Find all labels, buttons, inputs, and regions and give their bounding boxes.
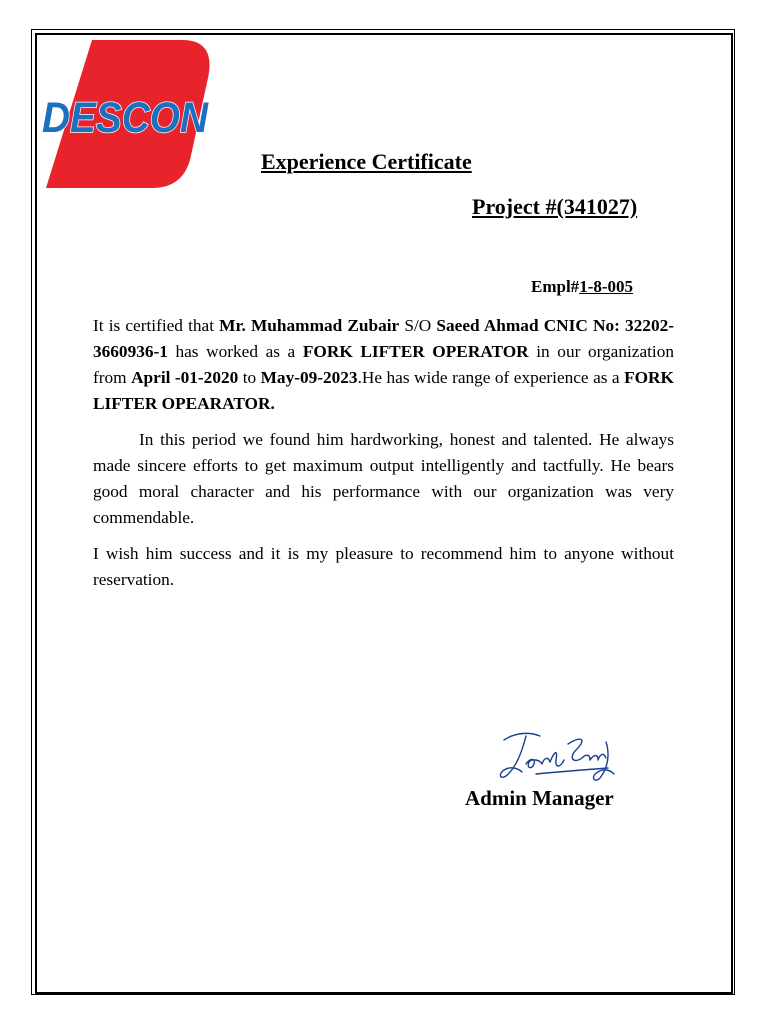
signature-strokes	[500, 733, 614, 780]
bold-text-segment: FORK LIFTER OPERATOR	[302, 342, 529, 361]
paragraph-recommendation: I wish him success and it is my pleasure to recommend him to anyone without reservation.	[93, 544, 674, 589]
text-segment: .He has wide range of experience as a	[357, 368, 625, 387]
bold-text-segment: May-09-2023	[260, 368, 358, 387]
text-segment: in our organization from	[93, 342, 675, 387]
text-segment: to	[238, 368, 261, 387]
certificate-title: Experience Certificate	[261, 149, 472, 174]
paragraph-certification	[93, 313, 674, 417]
employee-number	[531, 277, 633, 297]
descon-logo	[40, 38, 220, 190]
bold-text-segment: Mr. Muhammad Zubair	[219, 316, 400, 335]
text-segment: S/O	[399, 316, 437, 335]
text-segment: It is certified that	[93, 316, 220, 335]
paragraph-conduct: In this period we found him hardworking, honest and talented. He always made sincere efforts to get maximum output intelligently and tactfully. He bears good moral character and his performance with our organization was very commendable.	[93, 430, 674, 527]
project-number: Project #(341027)	[472, 194, 638, 219]
employee-label: Empl#	[531, 277, 580, 296]
text-segment: has worked as a	[167, 342, 303, 361]
signatory-title: Admin Manager	[465, 786, 614, 810]
employee-number-value: 1-8-005	[579, 277, 634, 296]
certificate-body	[93, 313, 674, 593]
bold-text-segment: FORK LIFTER OPEARATOR.	[93, 368, 674, 413]
signature	[496, 724, 616, 786]
bold-text-segment: Saeed Ahmad CNIC No: 32202-3660936-1	[93, 316, 674, 361]
logo-text: DESCON	[42, 94, 209, 142]
bold-text-segment: April -01-2020	[131, 368, 239, 387]
